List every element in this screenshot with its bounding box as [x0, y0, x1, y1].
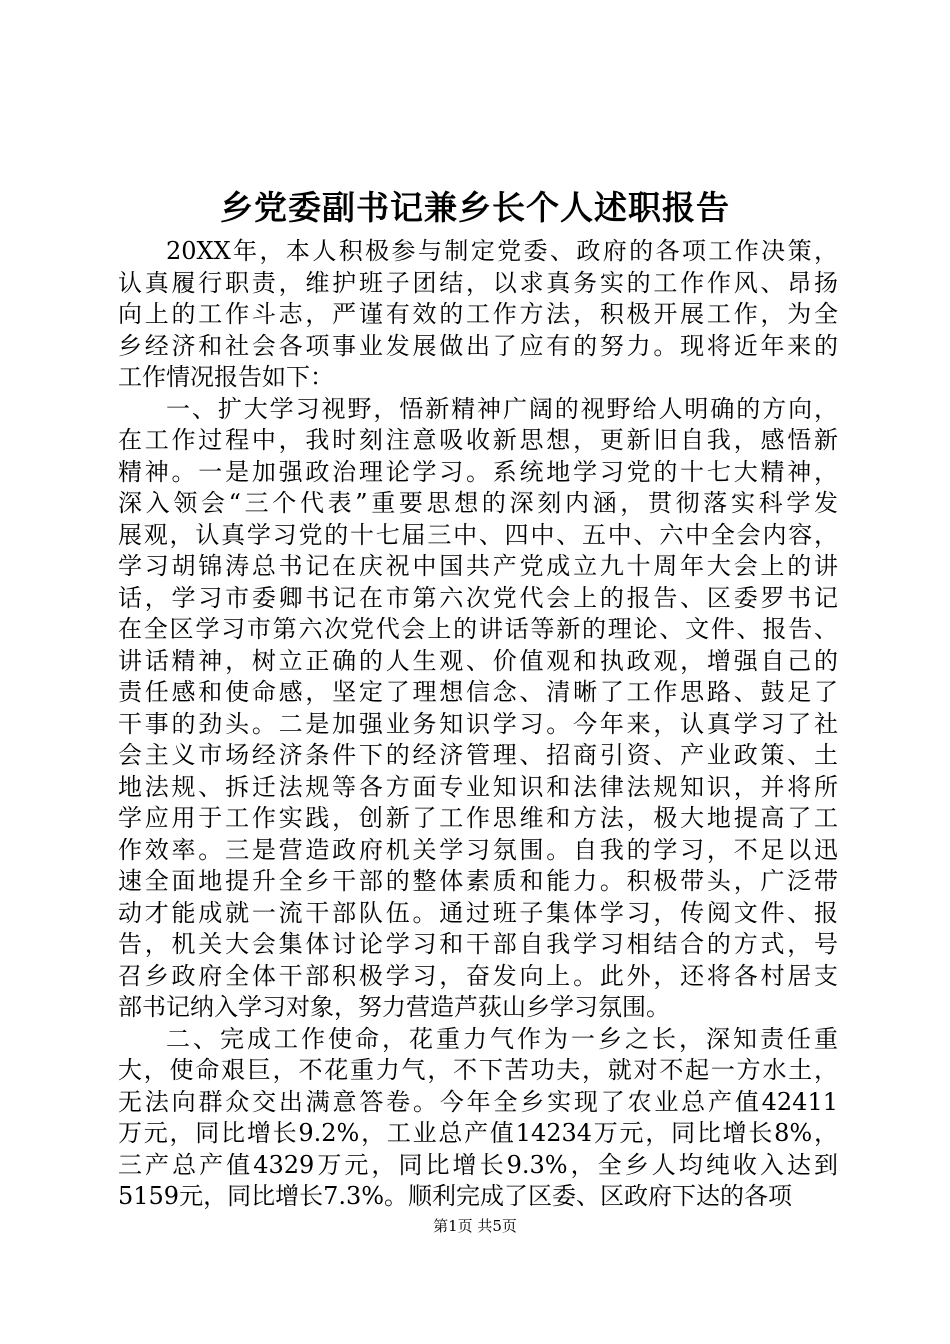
paragraph-line: 召乡政府全体干部积极学习，奋发向上。此外，还将各村居支: [118, 961, 838, 990]
paragraph-line: 一、扩大学习视野，悟新精神广阔的视野给人明确的方向，: [166, 394, 838, 423]
document-body: [118, 236, 838, 1213]
paragraph-line: 学习胡锦涛总书记在庆祝中国共产党成立九十周年大会上的讲: [118, 552, 838, 580]
paragraph-line: 地法规、拆迁法规等各方面专业知识和法律法规知识，并将所: [118, 772, 838, 801]
paragraph-line: 部书记纳入学习对象，努力营造芦荻山乡学习氛围。: [118, 993, 670, 1021]
paragraph-line: 三产总产值4329万元，同比增长9.3%，全乡人均纯收入达到: [118, 1150, 838, 1179]
paragraph-line: 告，机关大会集体讨论学习和干部自我学习相结合的方式，号: [118, 930, 838, 958]
paragraph-line: 干事的劲头。二是加强业务知识学习。今年来，认真学习了社: [118, 709, 838, 738]
page-footer: 第1页 共5页: [433, 1217, 517, 1235]
paragraph-line: 认真履行职责，维护班子团结，以求真务实的工作作风、昂扬: [118, 268, 838, 297]
paragraph-line: 深入领会“三个代表”重要思想的深刻内涵，贯彻落实科学发: [118, 489, 838, 517]
paragraph-line: 会主义市场经济条件下的经济管理、招商引资、产业政策、土: [118, 741, 838, 769]
paragraph: [118, 236, 838, 394]
paragraph-line: 责任感和使命感，坚定了理想信念、清晰了工作思路、鼓足了: [118, 678, 838, 706]
paragraph-line: 工作情况报告如下：: [118, 363, 334, 391]
paragraph-line: 在工作过程中，我时刻注意吸收新思想，更新旧自我，感悟新: [118, 426, 838, 454]
paragraph-line: 乡经济和社会各项事业发展做出了应有的努力。现将近年来的: [118, 331, 838, 360]
paragraph: [118, 394, 838, 1024]
paragraph-line: 大，使命艰巨，不花重力气，不下苦功夫，就对不起一方水土，: [118, 1056, 838, 1084]
paragraph-line: 二、完成工作使命，花重力气作为一乡之长，深知责任重: [166, 1024, 838, 1053]
paragraph-line: 展观，认真学习党的十七届三中、四中、五中、六中全会内容，: [118, 520, 838, 549]
paragraph: [118, 1024, 838, 1213]
paragraph-line: 话，学习市委卿书记在市第六次党代会上的报告、区委罗书记: [118, 583, 838, 612]
paragraph-line: 在全区学习市第六次党代会上的讲话等新的理论、文件、报告、: [118, 615, 838, 643]
paragraph-line: 作效率。三是营造政府机关学习氛围。自我的学习，不足以迅: [118, 835, 838, 864]
paragraph-line: 讲话精神，树立正确的人生观、价值观和执政观，增强自己的: [118, 646, 838, 675]
paragraph-line: 向上的工作斗志，严谨有效的工作方法，积极开展工作，为全: [118, 300, 838, 328]
paragraph-line: 精神。一是加强政治理论学习。系统地学习党的十七大精神，: [118, 457, 838, 486]
paragraph-line: 20XX年，本人积极参与制定党委、政府的各项工作决策，: [166, 237, 838, 265]
paragraph-line: 5159元，同比增长7.3%。顺利完成了区委、区政府下达的各项: [118, 1182, 793, 1210]
paragraph-line: 学应用于工作实践，创新了工作思维和方法，极大地提高了工: [118, 804, 838, 832]
paragraph-line: 无法向群众交出满意答卷。今年全乡实现了农业总产值42411: [118, 1087, 838, 1116]
paragraph-line: 动才能成就一流干部队伍。通过班子集体学习，传阅文件、报: [118, 898, 838, 927]
paragraph-line: 速全面地提升全乡干部的整体素质和能力。积极带头，广泛带: [118, 867, 838, 895]
document-title: 乡党委副书记兼乡长个人述职报告: [220, 188, 730, 227]
paragraph-line: 万元，同比增长9.2%，工业总产值14234万元，同比增长8%，: [118, 1119, 838, 1147]
